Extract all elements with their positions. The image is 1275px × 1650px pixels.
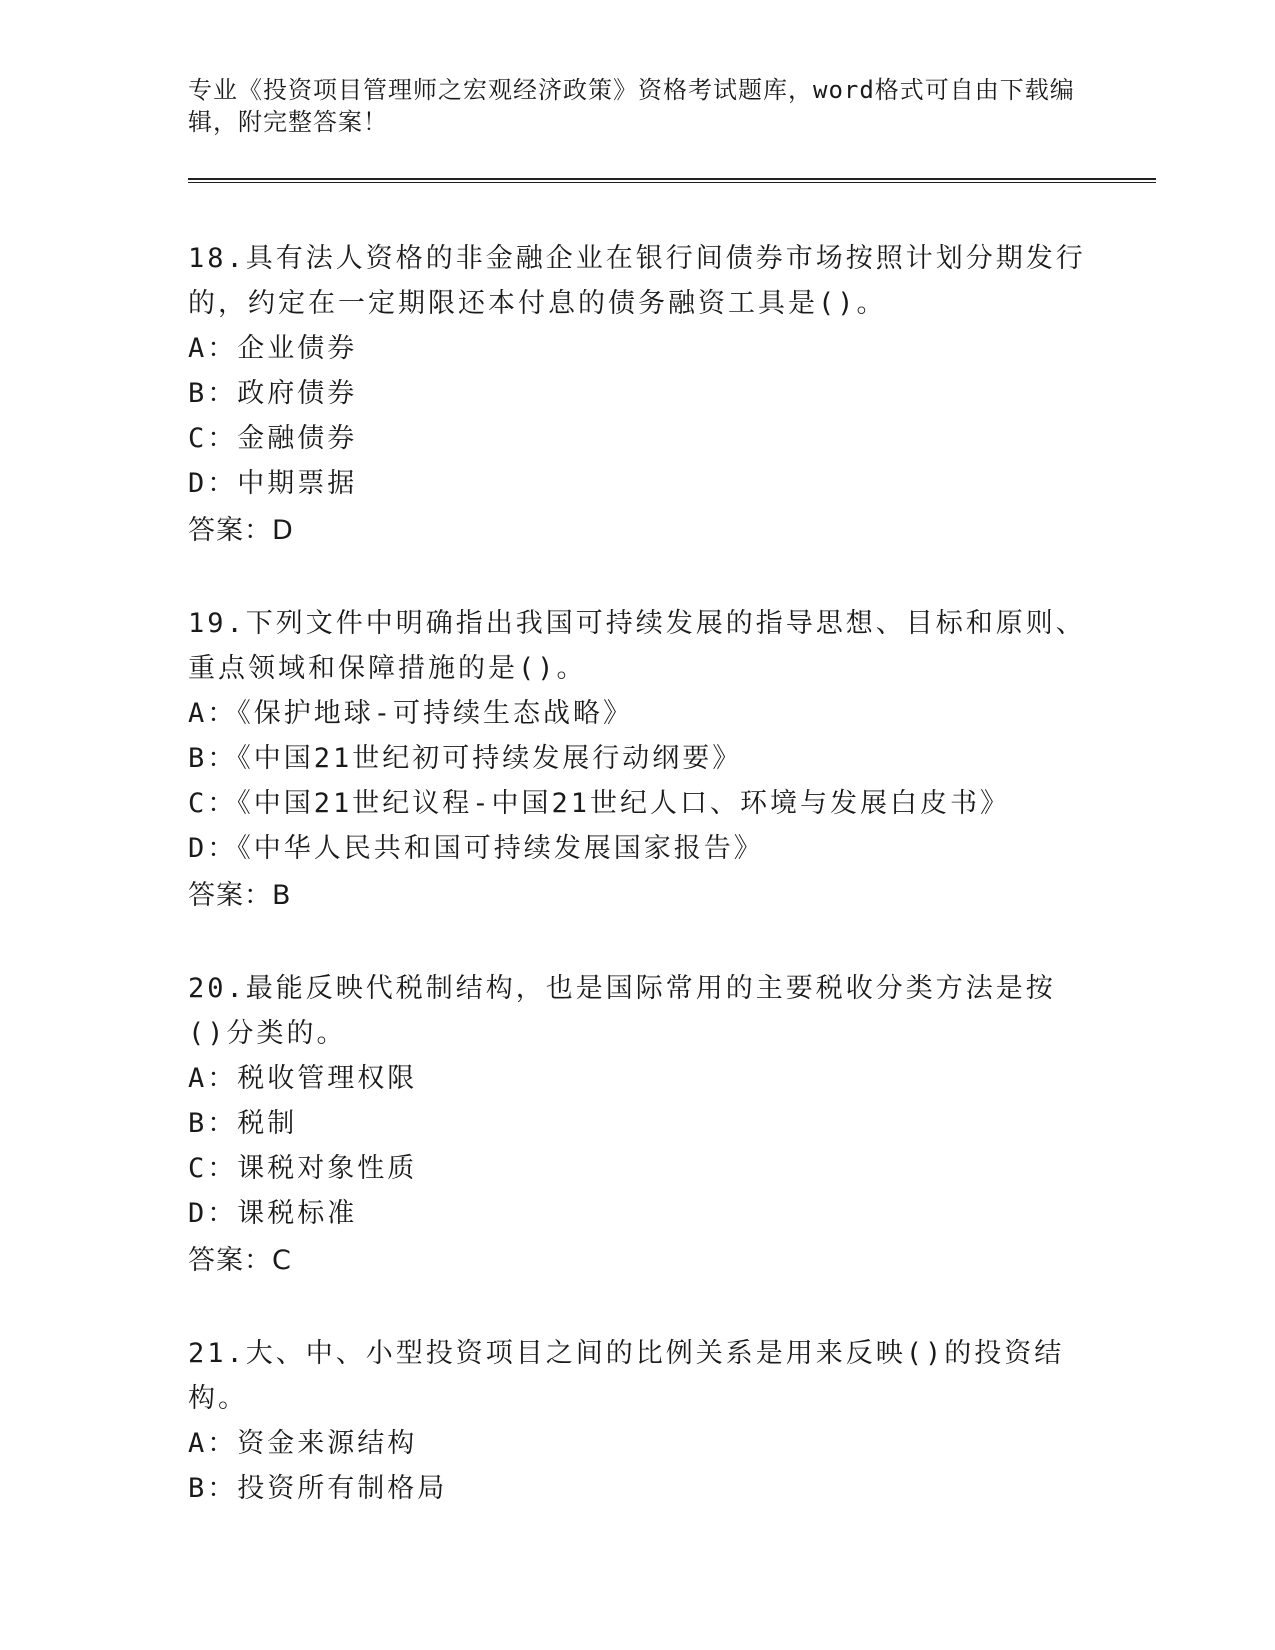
answer: 答案：C: [188, 1245, 292, 1276]
option-a: A：税收管理权限: [188, 1063, 418, 1094]
option-d: D：课税标准: [188, 1198, 358, 1229]
option-c: C：《中国21世纪议程-中国21世纪人口、环境与发展白皮书》: [188, 788, 1011, 819]
option-b: B：《中国21世纪初可持续发展行动纲要》: [188, 743, 743, 774]
option-d: D：《中华人民共和国可持续发展国家报告》: [188, 833, 764, 864]
question-text: 21.大、中、小型投资项目之间的比例关系是用来反映()的投资结构。: [188, 1338, 1065, 1414]
option-b: B：投资所有制格局: [188, 1473, 448, 1504]
question-19: [188, 601, 1088, 918]
option-a: A：《保护地球-可持续生态战略》: [188, 698, 634, 729]
question-18: [188, 236, 1088, 553]
option-a: A：企业债券: [188, 333, 358, 364]
question-20: [188, 966, 1088, 1283]
question-text: 19.下列文件中明确指出我国可持续发展的指导思想、目标和原则、重点领域和保障措施的是()。: [188, 608, 1086, 684]
option-c: C：金融债券: [188, 423, 358, 454]
question-text: 18.具有法人资格的非金融企业在银行间债券市场按照计划分期发行的，约定在一定期限还本付息的债务融资工具是()。: [188, 243, 1086, 319]
answer: 答案：D: [188, 515, 294, 546]
answer: 答案：B: [188, 880, 292, 911]
option-b: B：税制: [188, 1108, 298, 1139]
option-b: B：政府债券: [188, 378, 358, 409]
question-text: 20.最能反映代税制结构，也是国际常用的主要税收分类方法是按()分类的。: [188, 973, 1056, 1049]
question-list: [188, 236, 1088, 1559]
document-header: 专业《投资项目管理师之宏观经济政策》资格考试题库，word格式可自由下载编辑，附完整答案！: [188, 76, 1075, 136]
question-21: [188, 1331, 1088, 1511]
option-c: C：课税对象性质: [188, 1153, 418, 1184]
option-a: A：资金来源结构: [188, 1428, 418, 1459]
header-divider: [188, 178, 1156, 183]
option-d: D：中期票据: [188, 468, 358, 499]
